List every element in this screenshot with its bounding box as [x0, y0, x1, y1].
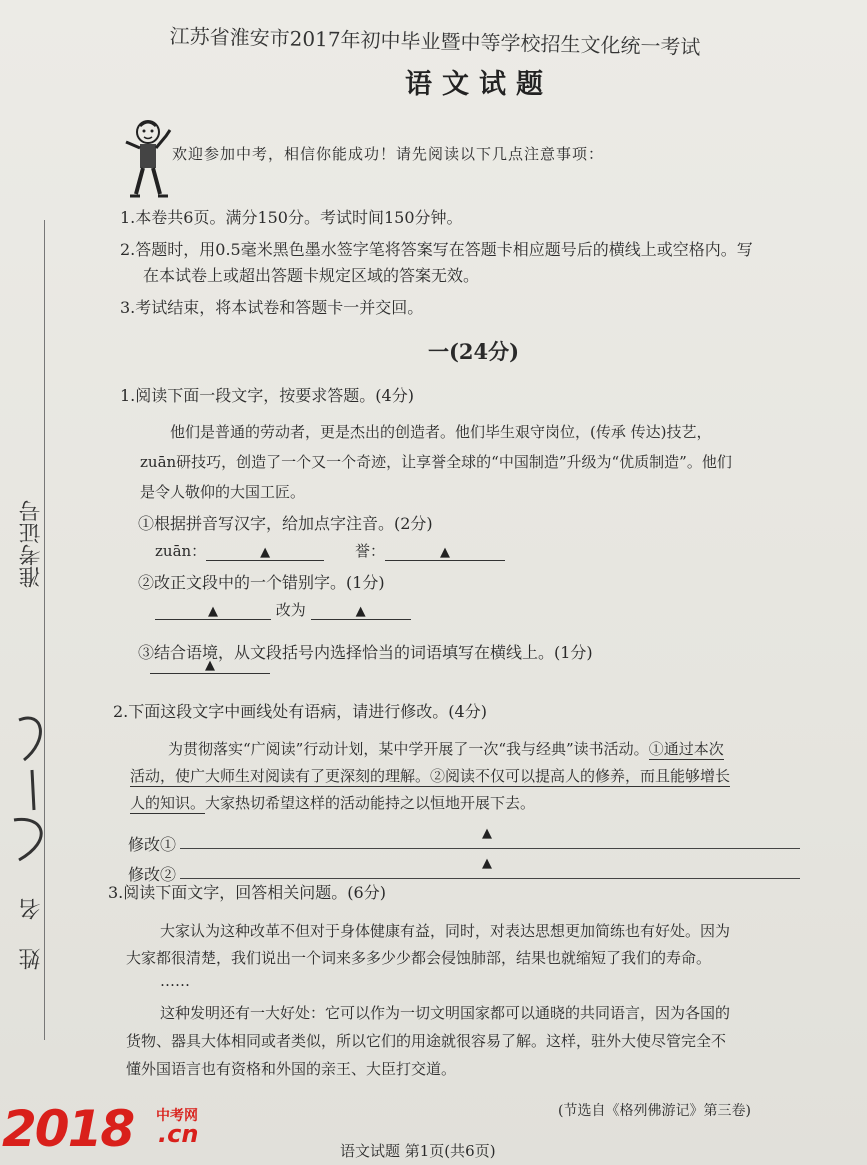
- q3-p2-line2: 货物、器具大体相同或者类似，所以它们的用途就很容易了解。这样，驻外大使尽管完全不: [126, 1032, 727, 1050]
- watermark-logo: 2018: [2, 1100, 134, 1158]
- handwritten-name: [4, 700, 64, 870]
- q1-sub2: ②改正文段中的一个错别字。(1分): [138, 573, 385, 592]
- q1-sub1-answer-a: [155, 540, 324, 561]
- page-footer: 语文试题 第1页(共6页): [340, 1142, 496, 1160]
- answer-blank-yu[interactable]: [385, 542, 505, 561]
- q2-line3-text: 大家热切希望这样的活动能持之以恒地开展下去。: [205, 794, 536, 812]
- watermark-domain: .cn: [158, 1120, 199, 1148]
- note-1: 1.本卷共6页。满分150分。考试时间150分钟。: [120, 208, 463, 227]
- q2-fix2-line[interactable]: [180, 878, 800, 879]
- answer-blank-word-choice[interactable]: [150, 655, 270, 674]
- exam-title: 江苏省淮安市2017年初中毕业暨中等学校招生文化统一考试: [169, 23, 701, 60]
- subject-title: 语文试题: [405, 69, 553, 100]
- q2-stem: 2.下面这段文字中画线处有语病，请进行修改。(4分): [113, 702, 487, 721]
- q2-line3: [130, 792, 535, 813]
- q1-sub2-answer: [155, 599, 411, 620]
- q3-source: (节选自《格列佛游记》第三卷): [558, 1103, 751, 1119]
- q2-line1-text: 为贯彻落实“广阅读”行动计划，某中学开展了一次“我与经典”读书活动。: [168, 740, 649, 758]
- answer-marker: ▲: [260, 545, 271, 560]
- yu-label: 誉：: [355, 542, 386, 560]
- answer-marker: ▲: [208, 604, 218, 619]
- q2-underlined-1-cont: 活动，使广大师生对阅读有了更深刻的理解。: [130, 767, 431, 785]
- answer-marker: ▲: [205, 658, 215, 673]
- q3-p2-line1: 这种发明还有一大好处：它可以作为一切文明国家都可以通晓的共同语言，因为各国的: [160, 1004, 731, 1022]
- answer-marker: ▲: [440, 545, 451, 560]
- section-heading: 一(24分): [428, 339, 520, 364]
- q2-fix1-line[interactable]: [180, 848, 800, 849]
- q2-line2: [130, 765, 730, 786]
- answer-marker: ▲: [482, 826, 492, 841]
- q3-ellipsis: ……: [160, 972, 190, 990]
- q1-stem: 1.阅读下面一段文字，按要求答题。(4分): [120, 386, 414, 405]
- note-2: 2.答题时，用0.5毫米黑色墨水签字笔将答案写在答题卡相应题号后的横线上或空格内。写: [120, 240, 753, 259]
- answer-blank-wrong-char[interactable]: [155, 601, 271, 620]
- watermark-site-name: 中考网: [156, 1108, 198, 1124]
- q2-underlined-2-cont: 人的知识。: [130, 794, 206, 812]
- q1-passage-line3: 是令人敬仰的大国工匠。: [140, 483, 306, 501]
- q1-sub1-answer-b: [355, 540, 505, 561]
- q1-passage-line1: 他们是普通的劳动者，更是杰出的创造者。他们毕生艰守岗位，(传承 传达)技艺，: [170, 423, 712, 441]
- q2-underlined-2: ②阅读不仅可以提高人的修养，而且能够增长: [430, 767, 731, 785]
- q2-underlined-1: ①通过本次: [648, 740, 724, 758]
- name-label: 姓名: [19, 870, 44, 970]
- q1-sub1: ①根据拼音写汉字，给加点字注音。(2分): [138, 514, 433, 533]
- q3-p2-line3: 懂外国语言也有资格和外国的亲王、大臣打交道。: [126, 1060, 457, 1078]
- q2-line1: [168, 738, 724, 759]
- welcome-text: 欢迎参加中考，相信你能成功！请先阅读以下几点注意事项：: [172, 145, 605, 163]
- q2-fix1-label: 修改①: [128, 835, 177, 854]
- q3-p1-line2: 大家都很清楚，我们说出一个词来多多少少都会侵蚀肺部，结果也就缩短了我们的寿命。: [126, 949, 712, 967]
- pinyin-label: zuān：: [155, 542, 207, 560]
- answer-blank-zuan[interactable]: [206, 542, 324, 561]
- q1-sub3-answer: [150, 655, 270, 674]
- q1-passage-line2: zuān研技巧，创造了一个又一个奇迹，让享誉全球的“中国制造”升级为“优质制造”。他们: [140, 453, 732, 471]
- mascot-icon: [118, 116, 178, 200]
- q3-stem: 3.阅读下面文字，回答相关问题。(6分): [108, 883, 386, 902]
- q2-fix2-label: 修改②: [128, 865, 177, 884]
- answer-marker: ▲: [355, 604, 366, 619]
- note-2-cont: 在本试卷上或超出答题卡规定区域的答案无效。: [143, 266, 480, 285]
- exam-id-label: 准考证号: [19, 500, 44, 588]
- answer-blank-correct-char[interactable]: [311, 601, 411, 620]
- q3-p1-line1: 大家认为这种改革不但对于身体健康有益，同时，对表达思想更加简练也有好处。因为: [160, 922, 731, 940]
- q1-sub3: ③结合语境，从文段括号内选择恰当的词语填写在横线上。(1分): [138, 643, 593, 662]
- note-3: 3.考试结束，将本试卷和答题卡一并交回。: [120, 298, 424, 317]
- answer-marker: ▲: [482, 856, 492, 871]
- change-to-label: 改为: [275, 601, 306, 619]
